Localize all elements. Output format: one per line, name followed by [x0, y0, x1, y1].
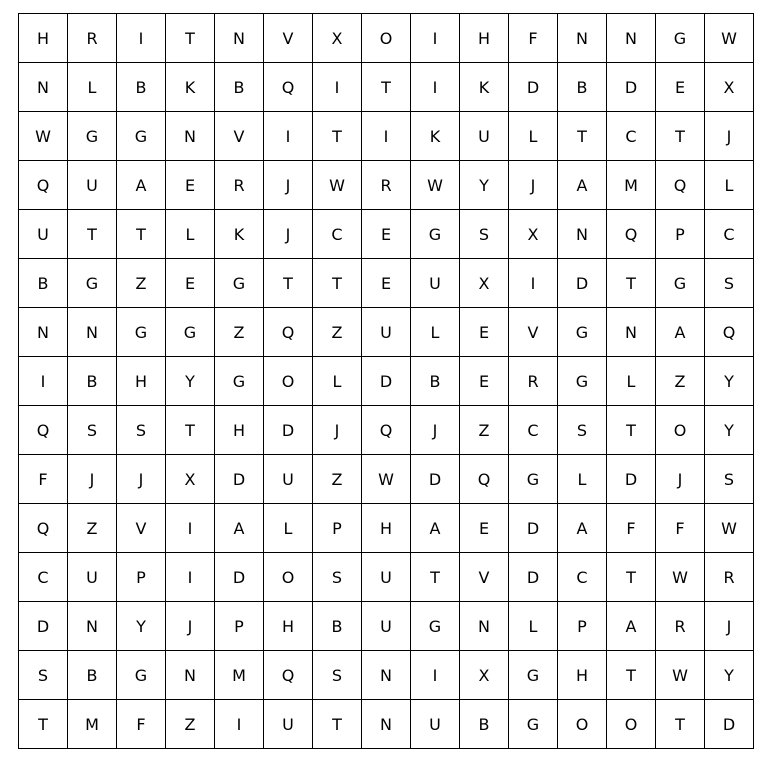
grid-cell[interactable]: H [264, 602, 313, 651]
grid-cell[interactable]: B [68, 357, 117, 406]
grid-cell[interactable]: O [558, 700, 607, 749]
grid-cell[interactable]: S [313, 553, 362, 602]
grid-cell[interactable]: P [215, 602, 264, 651]
grid-cell[interactable]: L [166, 210, 215, 259]
grid-cell[interactable]: Y [166, 357, 215, 406]
grid-cell[interactable]: Q [19, 161, 68, 210]
grid-cell[interactable]: G [117, 308, 166, 357]
grid-cell[interactable]: U [362, 553, 411, 602]
grid-cell[interactable]: Q [656, 161, 705, 210]
grid-cell[interactable]: G [68, 112, 117, 161]
grid-cell[interactable]: A [558, 161, 607, 210]
grid-cell[interactable]: N [607, 308, 656, 357]
grid-cell[interactable]: T [166, 14, 215, 63]
grid-cell[interactable]: L [509, 602, 558, 651]
grid-cell[interactable]: E [656, 63, 705, 112]
grid-cell[interactable]: T [68, 210, 117, 259]
grid-cell[interactable]: N [68, 308, 117, 357]
grid-cell[interactable]: T [19, 700, 68, 749]
grid-cell[interactable]: N [166, 651, 215, 700]
grid-cell[interactable]: N [68, 602, 117, 651]
grid-cell[interactable]: Z [656, 357, 705, 406]
grid-cell[interactable]: K [460, 63, 509, 112]
grid-cell[interactable]: L [264, 504, 313, 553]
grid-cell[interactable]: W [362, 455, 411, 504]
grid-cell[interactable]: F [117, 700, 166, 749]
grid-cell[interactable]: J [411, 406, 460, 455]
grid-cell[interactable]: G [68, 259, 117, 308]
grid-cell[interactable]: S [117, 406, 166, 455]
grid-cell[interactable]: Z [460, 406, 509, 455]
grid-cell[interactable]: V [264, 14, 313, 63]
grid-cell[interactable]: M [215, 651, 264, 700]
grid-cell[interactable]: D [705, 700, 754, 749]
grid-cell[interactable]: A [411, 504, 460, 553]
grid-cell[interactable]: V [509, 308, 558, 357]
grid-cell[interactable]: U [460, 112, 509, 161]
grid-cell[interactable]: B [19, 259, 68, 308]
grid-cell[interactable]: P [558, 602, 607, 651]
grid-cell[interactable]: R [656, 602, 705, 651]
grid-cell[interactable]: Q [705, 308, 754, 357]
grid-cell[interactable]: K [166, 63, 215, 112]
grid-cell[interactable]: Y [705, 406, 754, 455]
grid-cell[interactable]: Q [19, 504, 68, 553]
grid-cell[interactable]: A [607, 602, 656, 651]
grid-cell[interactable]: A [117, 161, 166, 210]
grid-cell[interactable]: P [117, 553, 166, 602]
grid-cell[interactable]: D [411, 455, 460, 504]
grid-cell[interactable]: J [509, 161, 558, 210]
grid-cell[interactable]: L [509, 112, 558, 161]
grid-cell[interactable]: D [264, 406, 313, 455]
grid-cell[interactable]: J [313, 406, 362, 455]
grid-cell[interactable]: B [411, 357, 460, 406]
grid-cell[interactable]: C [19, 553, 68, 602]
grid-cell[interactable]: Z [215, 308, 264, 357]
word-search-grid [18, 13, 754, 749]
grid-cell[interactable]: R [68, 14, 117, 63]
grid-cell[interactable]: S [558, 406, 607, 455]
grid-cell[interactable]: G [215, 357, 264, 406]
grid-cell[interactable]: X [460, 651, 509, 700]
grid-cell[interactable]: B [313, 602, 362, 651]
grid-cell[interactable]: G [117, 651, 166, 700]
grid-cell[interactable]: F [656, 504, 705, 553]
grid-cell[interactable]: R [509, 357, 558, 406]
grid-cell[interactable]: G [656, 14, 705, 63]
grid-cell[interactable]: J [264, 161, 313, 210]
grid-cell[interactable]: W [313, 161, 362, 210]
grid-cell[interactable]: H [117, 357, 166, 406]
grid-cell[interactable]: I [362, 112, 411, 161]
grid-cell[interactable]: U [264, 455, 313, 504]
grid-cell[interactable]: S [705, 259, 754, 308]
grid-cell[interactable]: V [460, 553, 509, 602]
grid-cell[interactable]: Y [460, 161, 509, 210]
grid-cell[interactable]: G [411, 210, 460, 259]
grid-cell[interactable]: I [411, 651, 460, 700]
grid-cell[interactable]: T [166, 406, 215, 455]
grid-cell[interactable]: D [509, 504, 558, 553]
grid-cell[interactable]: N [19, 63, 68, 112]
grid-cell[interactable]: L [607, 357, 656, 406]
grid-cell[interactable]: R [705, 553, 754, 602]
grid-cell[interactable]: T [117, 210, 166, 259]
grid-cell[interactable]: G [215, 259, 264, 308]
grid-cell[interactable]: B [460, 700, 509, 749]
grid-cell[interactable]: U [68, 161, 117, 210]
grid-cell[interactable]: G [558, 357, 607, 406]
grid-cell[interactable]: O [362, 14, 411, 63]
grid-cell[interactable]: W [19, 112, 68, 161]
grid-cell[interactable]: K [411, 112, 460, 161]
grid-cell[interactable]: Q [607, 210, 656, 259]
grid-cell[interactable]: Q [460, 455, 509, 504]
grid-cell[interactable]: A [558, 504, 607, 553]
grid-cell[interactable]: T [558, 112, 607, 161]
grid-cell[interactable]: L [705, 161, 754, 210]
grid-cell[interactable]: S [460, 210, 509, 259]
grid-cell[interactable]: X [166, 455, 215, 504]
grid-cell[interactable]: H [558, 651, 607, 700]
grid-cell[interactable]: U [362, 308, 411, 357]
grid-cell[interactable]: I [19, 357, 68, 406]
grid-cell[interactable]: Z [166, 700, 215, 749]
grid-cell[interactable]: G [558, 308, 607, 357]
grid-cell[interactable]: J [264, 210, 313, 259]
grid-cell[interactable]: G [411, 602, 460, 651]
grid-cell[interactable]: G [166, 308, 215, 357]
grid-cell[interactable]: J [705, 112, 754, 161]
grid-cell[interactable]: Z [313, 455, 362, 504]
grid-cell[interactable]: S [313, 651, 362, 700]
grid-cell[interactable]: G [509, 455, 558, 504]
grid-cell[interactable]: O [656, 406, 705, 455]
grid-cell[interactable]: W [705, 14, 754, 63]
grid-cell[interactable]: A [656, 308, 705, 357]
grid-cell[interactable]: T [656, 700, 705, 749]
grid-cell[interactable]: C [313, 210, 362, 259]
grid-cell[interactable]: P [313, 504, 362, 553]
grid-cell[interactable]: W [656, 553, 705, 602]
grid-cell[interactable]: Z [117, 259, 166, 308]
grid-cell[interactable]: U [411, 700, 460, 749]
grid-cell[interactable]: P [656, 210, 705, 259]
grid-cell[interactable]: B [558, 63, 607, 112]
grid-cell[interactable]: T [362, 63, 411, 112]
grid-cell[interactable]: G [509, 700, 558, 749]
grid-cell[interactable]: T [607, 406, 656, 455]
grid-cell[interactable]: Y [705, 357, 754, 406]
grid-cell[interactable]: H [460, 14, 509, 63]
grid-cell[interactable]: I [117, 14, 166, 63]
grid-cell[interactable]: I [166, 504, 215, 553]
grid-cell[interactable]: X [705, 63, 754, 112]
grid-cell[interactable]: D [558, 259, 607, 308]
grid-cell[interactable]: W [411, 161, 460, 210]
grid-cell[interactable]: I [313, 63, 362, 112]
grid-cell[interactable]: Q [264, 63, 313, 112]
grid-cell[interactable]: Q [264, 651, 313, 700]
grid-cell[interactable]: U [362, 602, 411, 651]
grid-cell[interactable]: R [362, 161, 411, 210]
grid-cell[interactable]: Q [264, 308, 313, 357]
grid-cell[interactable]: Z [313, 308, 362, 357]
grid-cell[interactable]: U [411, 259, 460, 308]
grid-cell[interactable]: C [607, 112, 656, 161]
grid-cell[interactable]: T [607, 259, 656, 308]
grid-cell[interactable]: E [362, 259, 411, 308]
grid-cell[interactable]: D [215, 455, 264, 504]
grid-cell[interactable]: O [607, 700, 656, 749]
grid-cell[interactable]: E [460, 504, 509, 553]
grid-cell[interactable]: S [68, 406, 117, 455]
grid-cell[interactable]: E [460, 357, 509, 406]
grid-cell[interactable]: M [68, 700, 117, 749]
grid-cell[interactable]: D [509, 553, 558, 602]
grid-cell[interactable]: T [607, 651, 656, 700]
grid-cell[interactable]: U [68, 553, 117, 602]
grid-cell[interactable]: L [313, 357, 362, 406]
grid-cell[interactable]: D [215, 553, 264, 602]
grid-cell[interactable]: V [215, 112, 264, 161]
grid-cell[interactable]: T [313, 112, 362, 161]
grid-cell[interactable]: B [117, 63, 166, 112]
grid-cell[interactable]: C [705, 210, 754, 259]
grid-cell[interactable]: E [460, 308, 509, 357]
grid-cell[interactable]: N [607, 14, 656, 63]
grid-cell[interactable]: X [509, 210, 558, 259]
grid-cell[interactable]: Q [362, 406, 411, 455]
grid-cell[interactable]: I [411, 14, 460, 63]
grid-cell[interactable]: G [656, 259, 705, 308]
grid-cell[interactable]: N [19, 308, 68, 357]
grid-cell[interactable]: N [362, 700, 411, 749]
grid-cell[interactable]: I [264, 112, 313, 161]
grid-cell[interactable]: L [411, 308, 460, 357]
grid-cell[interactable]: B [215, 63, 264, 112]
grid-cell[interactable]: D [362, 357, 411, 406]
grid-cell[interactable]: X [313, 14, 362, 63]
grid-cell[interactable]: O [264, 553, 313, 602]
grid-cell[interactable]: N [460, 602, 509, 651]
grid-cell[interactable]: T [607, 553, 656, 602]
grid-cell[interactable]: J [68, 455, 117, 504]
grid-cell[interactable]: D [509, 63, 558, 112]
grid-cell[interactable]: Z [68, 504, 117, 553]
grid-cell[interactable]: C [509, 406, 558, 455]
grid-cell[interactable]: I [509, 259, 558, 308]
grid-cell[interactable]: F [19, 455, 68, 504]
grid-cell[interactable]: W [705, 504, 754, 553]
grid-cell[interactable]: L [68, 63, 117, 112]
grid-cell[interactable]: J [117, 455, 166, 504]
grid-cell[interactable]: N [215, 14, 264, 63]
grid-cell[interactable]: J [705, 602, 754, 651]
grid-cell[interactable]: T [313, 259, 362, 308]
grid-cell[interactable]: J [166, 602, 215, 651]
grid-cell[interactable]: X [460, 259, 509, 308]
grid-cell[interactable]: H [19, 14, 68, 63]
grid-cell[interactable]: D [19, 602, 68, 651]
grid-cell[interactable]: N [362, 651, 411, 700]
grid-cell[interactable]: K [215, 210, 264, 259]
grid-cell[interactable]: Q [19, 406, 68, 455]
grid-cell[interactable]: Y [705, 651, 754, 700]
grid-cell[interactable]: E [362, 210, 411, 259]
grid-cell[interactable]: O [264, 357, 313, 406]
grid-cell[interactable]: L [558, 455, 607, 504]
grid-cell[interactable]: D [607, 63, 656, 112]
grid-cell[interactable]: E [166, 161, 215, 210]
grid-cell[interactable]: S [19, 651, 68, 700]
grid-cell[interactable]: G [117, 112, 166, 161]
grid-cell[interactable]: N [166, 112, 215, 161]
grid-cell[interactable]: Y [117, 602, 166, 651]
grid-cell[interactable]: U [264, 700, 313, 749]
grid-cell[interactable]: I [215, 700, 264, 749]
grid-cell[interactable]: C [558, 553, 607, 602]
grid-cell[interactable]: T [656, 112, 705, 161]
grid-cell[interactable]: R [215, 161, 264, 210]
grid-cell[interactable]: U [19, 210, 68, 259]
grid-cell[interactable]: M [607, 161, 656, 210]
grid-cell[interactable]: A [215, 504, 264, 553]
grid-cell[interactable]: S [705, 455, 754, 504]
grid-cell[interactable]: V [117, 504, 166, 553]
grid-cell[interactable]: H [215, 406, 264, 455]
grid-cell[interactable]: T [411, 553, 460, 602]
grid-cell[interactable]: E [166, 259, 215, 308]
grid-cell[interactable]: B [68, 651, 117, 700]
grid-cell[interactable]: N [558, 210, 607, 259]
grid-cell[interactable]: F [509, 14, 558, 63]
grid-cell[interactable]: H [362, 504, 411, 553]
grid-cell[interactable]: F [607, 504, 656, 553]
grid-cell[interactable]: T [313, 700, 362, 749]
grid-cell[interactable]: N [558, 14, 607, 63]
grid-cell[interactable]: I [166, 553, 215, 602]
grid-cell[interactable]: T [264, 259, 313, 308]
grid-cell[interactable]: J [656, 455, 705, 504]
grid-cell[interactable]: I [411, 63, 460, 112]
grid-cell[interactable]: D [607, 455, 656, 504]
grid-cell[interactable]: G [509, 651, 558, 700]
grid-cell[interactable]: W [656, 651, 705, 700]
